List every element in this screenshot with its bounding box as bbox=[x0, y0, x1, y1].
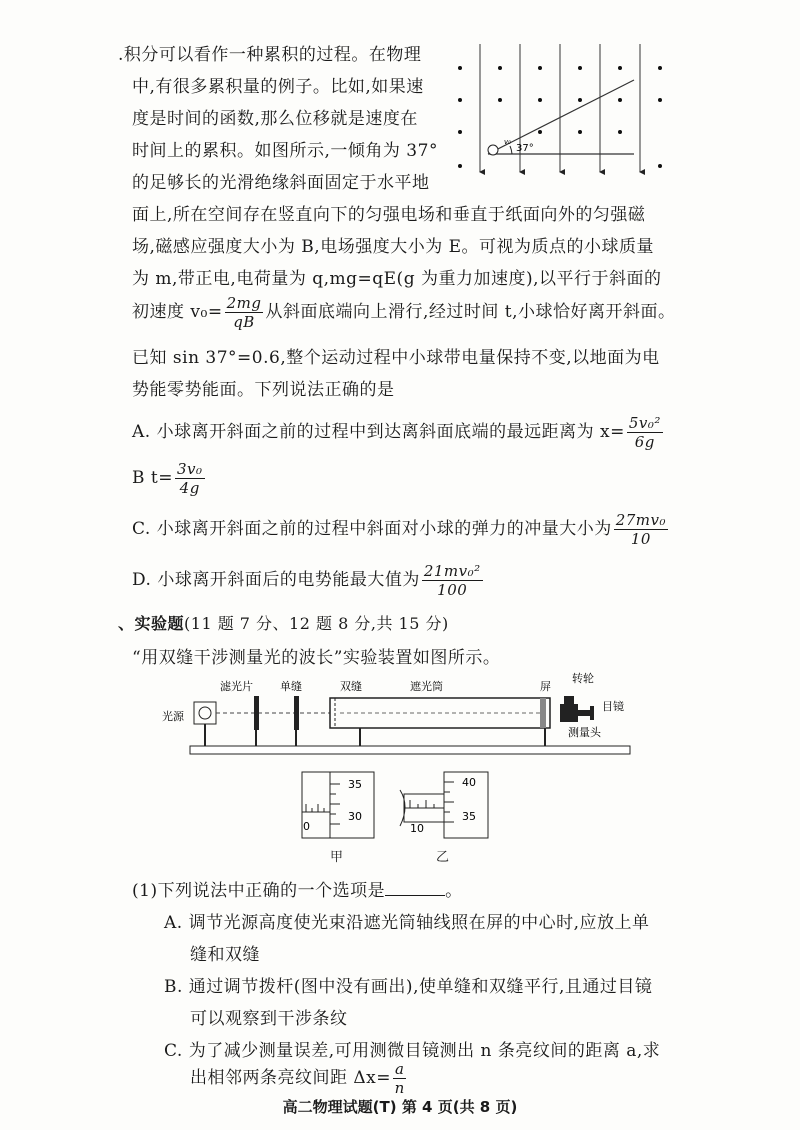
wheel-icon bbox=[564, 696, 574, 704]
option-d-denominator: 100 bbox=[437, 581, 468, 599]
q11-option-a-line1: A. 调节光源高度使光束沿遮光筒轴线照在屏的中心时,应放上单 bbox=[164, 913, 650, 933]
filter-icon bbox=[254, 696, 259, 730]
q11-option-c-prefix: 出相邻两条亮纹间距 Δx= bbox=[190, 1068, 392, 1088]
q11-option-c-numerator: a bbox=[395, 1060, 405, 1078]
tube-label: 遮光筒 bbox=[410, 680, 443, 693]
q10-line-11: 势能零势能面。下列说法正确的是 bbox=[132, 380, 395, 400]
micrometer-yi bbox=[398, 770, 494, 842]
field-diagram bbox=[440, 36, 670, 186]
v0-label: v₀ bbox=[504, 138, 511, 146]
apparatus-diagram bbox=[160, 668, 640, 768]
optical-bench bbox=[190, 746, 630, 754]
light-source-label: 光源 bbox=[162, 710, 184, 723]
q11-option-b-line2: 可以观察到干涉条纹 bbox=[190, 1009, 348, 1029]
ball-icon bbox=[488, 145, 498, 155]
q10-line-1: .积分可以看作一种累积的过程。在物理 bbox=[118, 45, 422, 65]
option-d-fraction bbox=[422, 562, 483, 599]
v0-fraction bbox=[225, 294, 264, 331]
q11-part1-suffix: 。 bbox=[445, 881, 463, 901]
section-heading bbox=[118, 611, 449, 634]
yi-tick-lower: 35 bbox=[462, 810, 476, 823]
yi-label: 乙 bbox=[436, 850, 450, 865]
option-a-text: A. 小球离开斜面之前的过程中到达离斜面底端的最远距离为 x= bbox=[132, 422, 625, 442]
wheel-label: 转轮 bbox=[572, 672, 594, 685]
option-d-numerator: 21mv₀² bbox=[423, 562, 481, 580]
q11-option-a-line2: 缝和双缝 bbox=[190, 945, 260, 965]
jia-tick-lower: 30 bbox=[348, 810, 362, 823]
q11-part1 bbox=[132, 876, 463, 901]
answer-blank[interactable] bbox=[385, 879, 445, 896]
jia-label: 甲 bbox=[330, 850, 344, 865]
option-c-denominator: 10 bbox=[630, 530, 651, 548]
q10-line-7: 场,磁感应强度大小为 B,电场强度大小为 E。可视为质点的小球质量 bbox=[132, 237, 655, 257]
jia-main-scale: 0 bbox=[303, 820, 310, 833]
light-source-icon bbox=[194, 702, 216, 724]
option-c-numerator: 27mv₀ bbox=[615, 511, 667, 529]
v0-denominator: qB bbox=[233, 313, 255, 331]
option-b-denominator: 4g bbox=[179, 479, 200, 497]
q10-option-d bbox=[132, 562, 485, 599]
single-slit-label: 单缝 bbox=[280, 680, 302, 693]
q10-line-10: 已知 sin 37°=0.6,整个运动过程中小球带电量保持不变,以地面为电 bbox=[132, 348, 660, 368]
option-c-fraction bbox=[614, 511, 668, 548]
option-a-numerator: 5v₀² bbox=[628, 414, 661, 432]
jia-tick-upper: 35 bbox=[348, 778, 362, 791]
q11-option-c-line2 bbox=[190, 1060, 408, 1097]
option-b-numerator: 3v₀ bbox=[176, 460, 203, 478]
section-heading-title: 、实验题 bbox=[118, 614, 185, 633]
option-a-denominator: 6g bbox=[634, 433, 655, 451]
option-c-text: C. 小球离开斜面之前的过程中斜面对小球的弹力的冲量大小为 bbox=[132, 519, 612, 539]
v0-prefix: 初速度 v₀= bbox=[132, 302, 223, 322]
experiment-intro: “用双缝干涉测量光的波长”实验装置如图所示。 bbox=[132, 648, 501, 668]
q10-line-3: 度是时间的函数,那么位移就是速度在 bbox=[132, 109, 418, 129]
q10-option-b bbox=[132, 460, 207, 497]
q11-option-c-denominator: n bbox=[394, 1079, 405, 1097]
option-a-fraction bbox=[627, 414, 663, 451]
q10-line-9 bbox=[132, 294, 676, 331]
q10-line-6: 面上,所在空间存在竖直向下的匀强电场和垂直于纸面向外的匀强磁 bbox=[132, 205, 646, 225]
q11-part1-prefix: (1)下列说法中正确的一个选项是 bbox=[132, 881, 386, 901]
yi-main-scale: 10 bbox=[410, 822, 424, 835]
option-b-text: B t= bbox=[132, 468, 173, 488]
q10-line-2: 中,有很多累积量的例子。比如,如果速 bbox=[132, 77, 424, 97]
option-d-text: D. 小球离开斜面后的电势能最大值为 bbox=[132, 570, 420, 590]
q10-line-5: 的足够长的光滑绝缘斜面固定于水平地 bbox=[132, 173, 430, 193]
v0-numerator: 2mg bbox=[226, 294, 262, 312]
screen-label: 屏 bbox=[540, 680, 551, 693]
angle-label: 37° bbox=[516, 143, 534, 154]
option-b-fraction bbox=[175, 460, 205, 497]
q10-option-c bbox=[132, 511, 670, 548]
measuring-head-label: 测量头 bbox=[568, 726, 601, 739]
q10-option-a bbox=[132, 414, 665, 451]
filter-label: 滤光片 bbox=[220, 680, 253, 693]
q11-option-c-line1: C. 为了减少测量误差,可用测微目镜测出 n 条亮纹间的距离 a,求 bbox=[164, 1041, 661, 1061]
eyepiece-label: 目镜 bbox=[602, 700, 624, 713]
q11-option-c-fraction bbox=[393, 1060, 406, 1097]
single-slit-icon bbox=[294, 696, 299, 730]
q10-line-4: 时间上的累积。如图所示,一倾角为 37° bbox=[132, 141, 438, 161]
yi-tick-upper: 40 bbox=[462, 776, 476, 789]
eyepiece-icon bbox=[590, 706, 594, 720]
section-heading-detail: (11 题 7 分、12 题 8 分,共 15 分) bbox=[184, 614, 449, 633]
page-footer: 高二物理试题(T) 第 4 页(共 8 页) bbox=[282, 1098, 518, 1116]
q10-line-8: 为 m,带正电,电荷量为 q,mg=qE(g 为重力加速度),以平行于斜面的 bbox=[132, 269, 662, 289]
q11-option-b-line1: B. 通过调节拨杆(图中没有画出),使单缝和双缝平行,且通过目镜 bbox=[164, 977, 653, 997]
v0-suffix: 从斜面底端向上滑行,经过时间 t,小球恰好离开斜面。 bbox=[265, 302, 676, 322]
micrometer-jia bbox=[300, 770, 380, 842]
double-slit-label: 双缝 bbox=[340, 680, 362, 693]
